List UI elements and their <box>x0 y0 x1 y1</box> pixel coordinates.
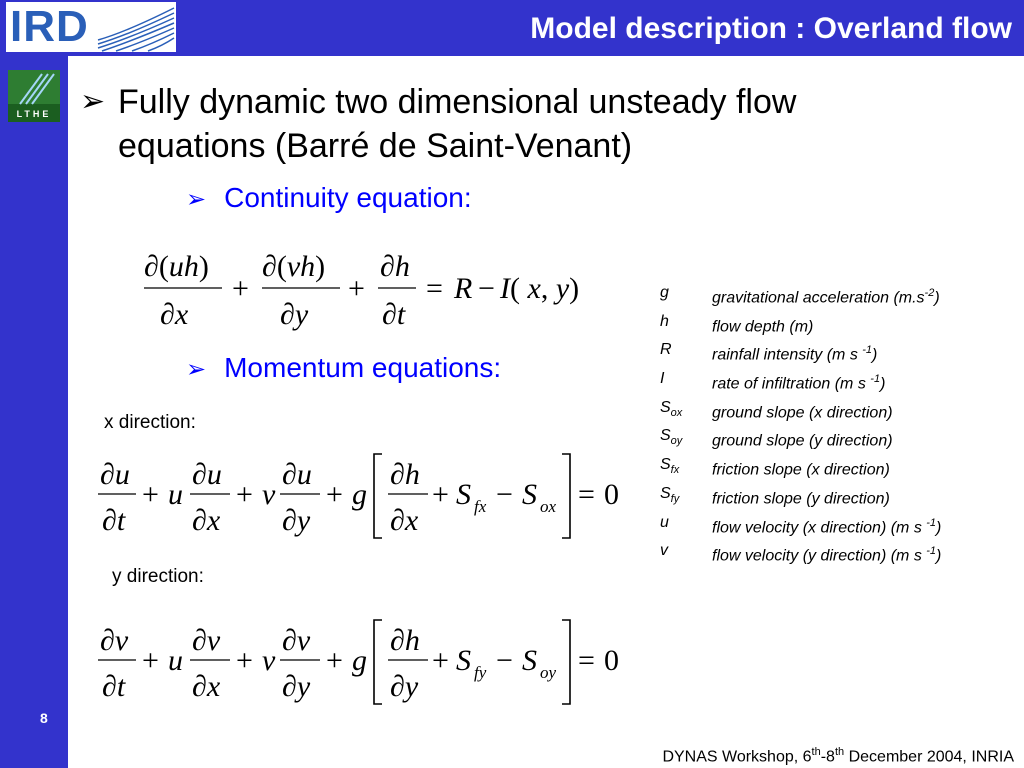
svg-text:∂y: ∂y <box>282 670 311 703</box>
main-bullet <box>80 80 960 168</box>
legend-row <box>660 455 1020 484</box>
momentum-bullet <box>186 352 501 384</box>
svg-text:v: v <box>262 644 276 677</box>
x-momentum-equation <box>96 450 636 551</box>
svg-text:∂y: ∂y <box>282 504 311 537</box>
svg-text:S: S <box>522 478 537 511</box>
legend-symbol: S <box>660 427 671 445</box>
continuity-equation <box>138 238 608 343</box>
legend-description: gravitational acceleration (m.s <box>712 289 925 307</box>
legend-description: ground slope (x direction) <box>712 404 893 422</box>
svg-text:∂u: ∂u <box>100 458 130 491</box>
svg-text:S: S <box>456 644 471 677</box>
legend-unit-exponent: -1 <box>870 373 881 386</box>
svg-text:∂v: ∂v <box>282 624 311 657</box>
legend-description: friction slope (y direction) <box>712 490 890 508</box>
legend-description: flow depth (m) <box>712 318 814 336</box>
svg-text:=: = <box>426 272 443 305</box>
svg-text:+: + <box>432 644 449 677</box>
legend-symbol: h <box>660 312 669 330</box>
svg-text:v: v <box>262 478 276 511</box>
legend-description: rate of infiltration (m s <box>712 375 871 393</box>
arrow-bullet-icon: ➢ <box>186 186 207 213</box>
legend-unit-exponent: -2 <box>924 287 935 299</box>
svg-text:∂u: ∂u <box>192 458 222 491</box>
footer-post: December 2004, INRIA <box>844 748 1014 766</box>
svg-text:+: + <box>348 272 365 305</box>
y-momentum-equation <box>96 616 636 717</box>
svg-text:u: u <box>168 644 183 677</box>
svg-text:∂(uh): ∂(uh) <box>144 250 209 283</box>
svg-text:∂h: ∂h <box>390 624 420 657</box>
legend-description-tail: ) <box>872 346 878 364</box>
svg-text:∂v: ∂v <box>192 624 221 657</box>
legend-unit-exponent: -1 <box>926 545 937 558</box>
main-bullet-line-1: Fully dynamic two dimensional unsteady flow <box>118 83 797 121</box>
legend-description: ground slope (y direction) <box>712 432 893 450</box>
svg-text:+: + <box>326 644 343 677</box>
continuity-bullet <box>186 182 472 214</box>
svg-text:∂t: ∂t <box>102 504 126 537</box>
svg-text:oy: oy <box>540 663 557 682</box>
legend-description-tail: ) <box>936 547 942 565</box>
y-direction-label: y direction: <box>112 566 204 587</box>
legend-symbol: u <box>660 513 669 531</box>
svg-text:I( x, y): I( x, y) <box>500 272 580 305</box>
svg-text:∂(vh): ∂(vh) <box>262 250 326 283</box>
svg-text:∂t: ∂t <box>102 670 126 703</box>
legend-symbol: I <box>660 370 665 388</box>
svg-text:S: S <box>522 644 537 677</box>
legend-row <box>660 340 1020 369</box>
svg-text:ox: ox <box>540 497 557 516</box>
svg-text:g: g <box>352 644 367 677</box>
legend-symbol-sub: fx <box>670 464 680 477</box>
svg-text:+: + <box>236 478 253 511</box>
slide-title: Model description : Overland flow <box>530 12 1012 45</box>
lthe-logo-icon <box>8 70 60 122</box>
footer-sup-2: th <box>834 746 845 758</box>
footer-sup-1: th <box>811 746 821 758</box>
svg-text:∂t: ∂t <box>382 298 406 331</box>
legend-unit-exponent: -1 <box>926 516 937 529</box>
legend-row <box>660 426 1020 455</box>
svg-text:−: − <box>478 272 495 305</box>
page-number: 8 <box>40 710 48 726</box>
svg-text:+: + <box>142 478 159 511</box>
svg-text:=: = <box>578 478 595 511</box>
legend-symbol-sub: fy <box>670 493 680 505</box>
ird-logo-text: IRD <box>10 2 89 51</box>
svg-text:∂u: ∂u <box>282 458 312 491</box>
legend-symbol: S <box>660 398 671 416</box>
svg-text:∂x: ∂x <box>160 298 189 331</box>
lthe-logo <box>8 70 60 122</box>
svg-text:S: S <box>456 478 471 511</box>
svg-text:+: + <box>232 272 249 305</box>
legend-symbol-sub: ox <box>670 406 683 419</box>
svg-text:−: − <box>496 478 513 511</box>
legend-symbol: g <box>660 284 669 301</box>
svg-text:−: − <box>496 644 513 677</box>
svg-text:g: g <box>352 478 367 511</box>
legend-row <box>660 369 1020 398</box>
svg-text:u: u <box>168 478 183 511</box>
legend-symbol: S <box>660 484 671 502</box>
arrow-bullet-icon: ➢ <box>80 85 106 118</box>
svg-text:+: + <box>432 478 449 511</box>
footer-pre: DYNAS Workshop, 6 <box>662 748 812 766</box>
footer-text <box>662 746 1014 766</box>
svg-text:∂h: ∂h <box>380 250 410 283</box>
svg-text:fx: fx <box>474 497 487 516</box>
legend-symbol: R <box>660 341 672 359</box>
legend-description: friction slope (x direction) <box>712 461 890 479</box>
legend-symbol: S <box>660 456 671 474</box>
momentum-heading: Momentum equations: <box>224 352 502 383</box>
svg-text:∂x: ∂x <box>390 504 419 537</box>
svg-text:0: 0 <box>604 644 619 677</box>
legend-description-tail: ) <box>880 375 886 393</box>
svg-text:∂y: ∂y <box>280 298 309 331</box>
svg-text:R: R <box>454 272 473 305</box>
arrow-bullet-icon: ➢ <box>186 356 207 383</box>
continuity-heading: Continuity equation: <box>224 182 472 213</box>
legend-description: flow velocity (x direction) (m s <box>712 518 927 536</box>
svg-text:+: + <box>326 478 343 511</box>
legend-row <box>660 283 1020 312</box>
svg-text:+: + <box>142 644 159 677</box>
legend-symbol-sub: oy <box>670 435 683 448</box>
svg-text:=: = <box>578 644 595 677</box>
legend-row <box>660 398 1020 427</box>
svg-text:∂v: ∂v <box>100 624 129 657</box>
svg-text:fy: fy <box>474 663 487 682</box>
main-bullet-line-2: equations (Barré de Saint-Venant) <box>118 127 633 165</box>
legend-description: rainfall intensity (m s <box>712 346 863 364</box>
symbol-legend <box>660 283 1020 570</box>
x-direction-label: x direction: <box>104 412 196 433</box>
legend-description: flow velocity (y direction) (m s <box>712 547 927 565</box>
lthe-logo-text: LTHE <box>16 109 52 119</box>
legend-row <box>660 484 1020 513</box>
footer-mid: -8 <box>820 748 835 766</box>
svg-text:∂x: ∂x <box>192 670 221 703</box>
legend-row <box>660 312 1020 341</box>
legend-description-tail: ) <box>934 289 940 307</box>
legend-row <box>660 513 1020 542</box>
svg-text:∂y: ∂y <box>390 670 419 703</box>
legend-row <box>660 541 1020 570</box>
legend-description-tail: ) <box>936 518 942 536</box>
svg-text:∂x: ∂x <box>192 504 221 537</box>
svg-text:∂h: ∂h <box>390 458 420 491</box>
ird-logo <box>6 2 176 52</box>
svg-text:0: 0 <box>604 478 619 511</box>
legend-unit-exponent: -1 <box>862 344 873 357</box>
legend-symbol: v <box>660 542 668 560</box>
svg-text:+: + <box>236 644 253 677</box>
